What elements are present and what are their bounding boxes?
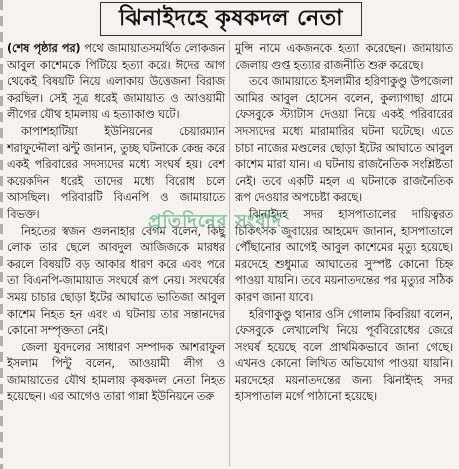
right-column xyxy=(235,40,453,405)
watermark: প্রতিদিনের সংবাদ xyxy=(148,211,283,232)
paragraph: ঝিনাইদহ সদর হাসপাতালের দায়িত্বরত চিকিৎসক জুবায়ের আহমেদ জানান, হাসপাতালে পৌঁছানোর আগেই আবুল কাশেমের মৃত্যু হয়েছে। মরদেহে শুধুমাত্র আঘাতের সুস্পষ্ট কোনো চিহ্ন পাওয়া যায়নি। তবে ময়নাতদন্তের পর মৃত্যুর সঠিক কারণ জানা যাবে। xyxy=(235,206,453,304)
scan-edge xyxy=(0,0,3,469)
paragraph: মুন্সি নামে একজনকে হত্যা করেছেন। জামায়াত জেলায় গুপ্ত হত্যার রাজনীতি শুরু করেছে। xyxy=(235,41,453,72)
left-column xyxy=(7,40,225,405)
paragraph: কাপাশহাটিয়া ইউনিয়নের চেয়ারম্যান শরাফুদ্দৌলা ঝন্টু জানান, তুচ্ছ ঘটনাকে কেন্দ্র করে একই পরিবারের সদস্যদের মধ্যে সংঘর্ষ হয়। বেশ কয়েকদিন ধরেই তাদের মধ্যে বিরোধ চলে আসছিল। পরিবারটি বিএনপি ও জামায়াতে বিভক্ত। xyxy=(7,123,225,221)
paragraph: জেলা যুবদলের সাধারণ সম্পাদক আশরাফুল ইসলাম পিন্টু বলেন, আওয়ামী লীগ ও জামায়াতের যৌথ হামলায় কৃষকদল নেতা নিহত হয়েছেন। এর আগেও তারা গান্না ইউনিয়নে তরু xyxy=(7,339,225,404)
paragraph: নিহতের স্বজন গুলনাহার বেগম বলেন, কিছু লোক তার ছেলে আবদুল আজিজকে মারধর করলে বিষয়টি বড় আকার ধারণ করে এবং পরে তা বিএনপি-জামায়াত সংঘর্ষে রূপ নেয়। সংঘর্ষের সময় চাচার ছোড়া ইটের আঘাতে ভাতিজা আবুল কাশেম নিহত হন এবং এ ঘটনায় তার সন্তানদের কোনো সম্পৃক্ততা নেই। xyxy=(7,223,225,338)
paragraph xyxy=(7,40,225,123)
column-divider xyxy=(229,40,230,466)
headline: ঝিনাইদহে কৃষকদল নেতা xyxy=(119,4,343,31)
paragraph-text: পথে জামায়াতসমর্থিত লোকজন আবুল কাশেমকে পিটিয়ে হত্যা করে। ঈদের আগ থেকেই বিষয়টি নিয়ে এলাকায় উত্তেজনা বিরাজ করছিল। সেই সূত্র ধরেই জামায়াত ও আওয়ামী লীগের যৌথ হামলায় এ হত্যাকাণ্ড ঘটে। xyxy=(7,41,225,122)
continued-tag: (শেষ পৃষ্ঠার পর) xyxy=(7,41,81,55)
paragraph: হরিণাকুণ্ডু থানার ওসি গোলাম কিবরিয়া বলেন, ফেসবুকে লেখালেখি নিয়ে পূর্ববিরোধের জেরে সংঘর্ষ হয়েছে বলে প্রাথমিকভাবে জানা গেছে। এখনও কোনো লিখিত অভিযোগ পাওয়া যায়নি। মরদেহের ময়নাতদন্তের জন্য ঝিনাইদহ সদর হাসপাতাল মর্গে পাঠানো হয়েছে। xyxy=(235,306,453,404)
headline-frame xyxy=(100,2,362,36)
paragraph: তবে জামায়াতে ইসলামীর হরিণাকুণ্ডু উপজেলা আমির আবুল হোসেন বলেন, কুল্যাগাছা গ্রামে ফেসবুকে স্ট্যাটাস দেওয়া নিয়ে একই পরিবারের সদস্যদের মধ্যে মারামারির ঘটনা ঘটেছে। এতে চাচা নাজের মণ্ডলের ছোড়া ইটের আঘাতে আবুল কাশেম মারা যান। এ ঘটনায় রাজনৈতিক সংশ্লিষ্টতা নেই। তবে একটি মহল এ ঘটনাকে রাজনৈতিক রূপ দেওয়ার অপচেষ্টা করছে। xyxy=(235,74,453,205)
